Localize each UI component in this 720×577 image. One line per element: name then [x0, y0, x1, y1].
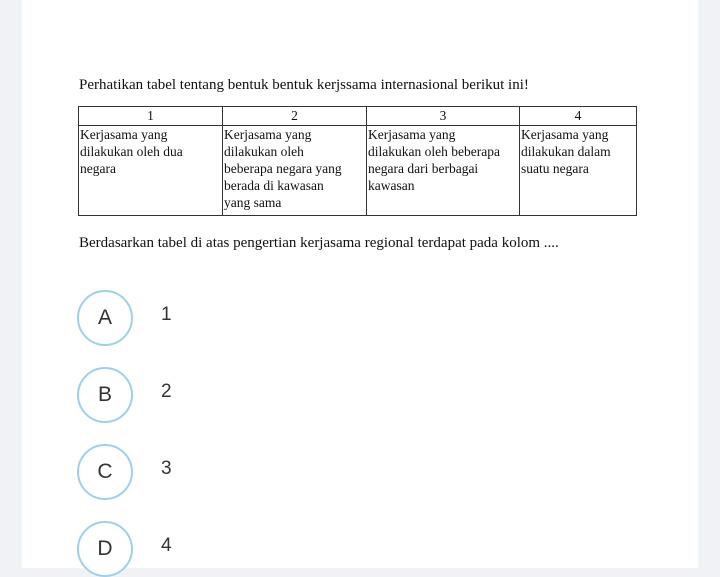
table-cell	[367, 126, 520, 216]
question-intro: Perhatikan tabel tentang bentuk bentuk kerjssama internasional berikut ini!	[79, 77, 529, 93]
table-cell-line: beberapa negara yang	[224, 161, 342, 176]
table-cell-line: dilakukan dalam	[521, 144, 611, 159]
option-letter-circle[interactable]: A	[77, 290, 133, 346]
option-text[interactable]: 3	[161, 458, 172, 479]
table-cell-line: Kerjasama yang	[224, 127, 312, 142]
option-b[interactable]	[77, 367, 377, 423]
option-d[interactable]	[77, 521, 377, 577]
table-cell-line: dilakukan oleh dua	[80, 144, 183, 159]
table-cell	[520, 126, 637, 216]
option-letter-circle[interactable]: B	[77, 367, 133, 423]
option-a[interactable]	[77, 290, 377, 346]
table-header-cell: 4	[520, 107, 637, 126]
table-header-cell: 3	[367, 107, 520, 126]
table-cell-line: berada di kawasan	[224, 178, 324, 193]
table-cell-line: yang sama	[224, 195, 282, 210]
table-cell-line: negara dari berbagai	[368, 161, 479, 176]
table-cell-line: Kerjasama yang	[368, 127, 456, 142]
table-header-cell: 1	[79, 107, 223, 126]
option-text[interactable]: 1	[161, 304, 172, 325]
option-text[interactable]: 4	[161, 535, 172, 556]
table-cell-line: dilakukan oleh beberapa	[368, 144, 500, 159]
option-c[interactable]	[77, 444, 377, 500]
table-header-row	[79, 107, 637, 126]
table-cell	[79, 126, 223, 216]
table-cell-line: Kerjasama yang	[80, 127, 168, 142]
table-row	[79, 126, 637, 216]
option-text[interactable]: 2	[161, 381, 172, 402]
table-cell-line: Kerjasama yang	[521, 127, 609, 142]
option-letter-circle[interactable]: C	[77, 444, 133, 500]
table-cell-line: dilakukan oleh	[224, 144, 304, 159]
table-cell-line: kawasan	[368, 178, 415, 193]
table-cell	[223, 126, 367, 216]
option-letter-circle[interactable]: D	[77, 521, 133, 577]
question-table	[78, 106, 637, 216]
question-prompt: Berdasarkan tabel di atas pengertian kerjasama regional terdapat pada kolom ....	[79, 235, 559, 251]
table-cell-line: suatu negara	[521, 161, 589, 176]
table-header-cell: 2	[223, 107, 367, 126]
table-cell-line: negara	[80, 161, 116, 176]
